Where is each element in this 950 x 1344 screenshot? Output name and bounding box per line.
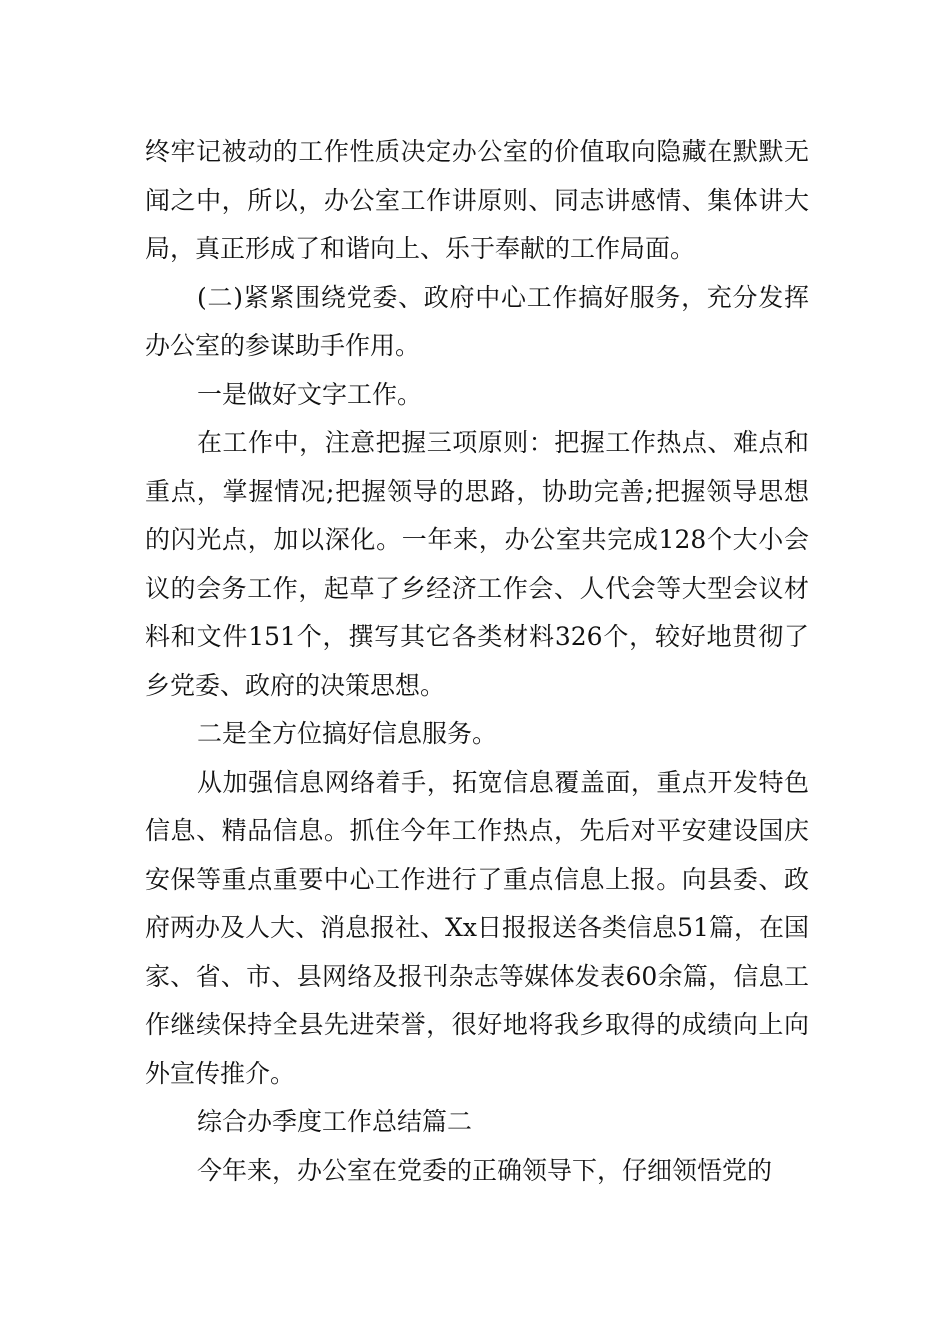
paragraph-continuation: 终牢记被动的工作性质决定办公室的价值取向隐藏在默默无闻之中，所以，办公室工作讲原则、同志讲感情、集体讲大局，真正形成了和谐向上、乐于奉献的工作局面。 bbox=[145, 137, 809, 263]
article-title-part-two: 综合办季度工作总结篇二 bbox=[197, 1107, 473, 1136]
paragraph-writing-work: 在工作中，注意把握三项原则：把握工作热点、难点和重点，掌握情况;把握领导的思路，协助完善;把握领导思想的闪光点，加以深化。一年来，办公室共完成128个大小会议的会务工作，起草了乡经济工作会、人代会等大型会议材料和文件151个，撰写其它各类材料326个，较好地贯彻了乡党委、政府的决策思想。 bbox=[145, 428, 809, 700]
subheading-information-service: 二是全方位搞好信息服务。 bbox=[197, 719, 498, 748]
subheading-writing-work: 一是做好文字工作。 bbox=[197, 379, 423, 409]
document-body bbox=[145, 128, 809, 1195]
section-heading-2: (二)紧紧围绕党委、政府中心工作搞好服务，充分发挥办公室的参谋助手作用。 bbox=[145, 282, 809, 360]
paragraph-information-service: 从加强信息网络着手，拓宽信息覆盖面，重点开发特色信息、精品信息。抓住今年工作热点，先后对平安建设国庆安保等重点重要中心工作进行了重点信息上报。向县委、政府两办及人大、消息报社、Xx日报报送各类信息51篇，在国家、省、市、县网络及报刊杂志等媒体发表60余篇，信息工作继续保持全县先进荣誉，很好地将我乡取得的成绩向上向外宣传推介。 bbox=[145, 767, 809, 1088]
paragraph-part-two-intro: 今年来，办公室在党委的正确领导下，仔细领悟党的 bbox=[197, 1155, 773, 1185]
